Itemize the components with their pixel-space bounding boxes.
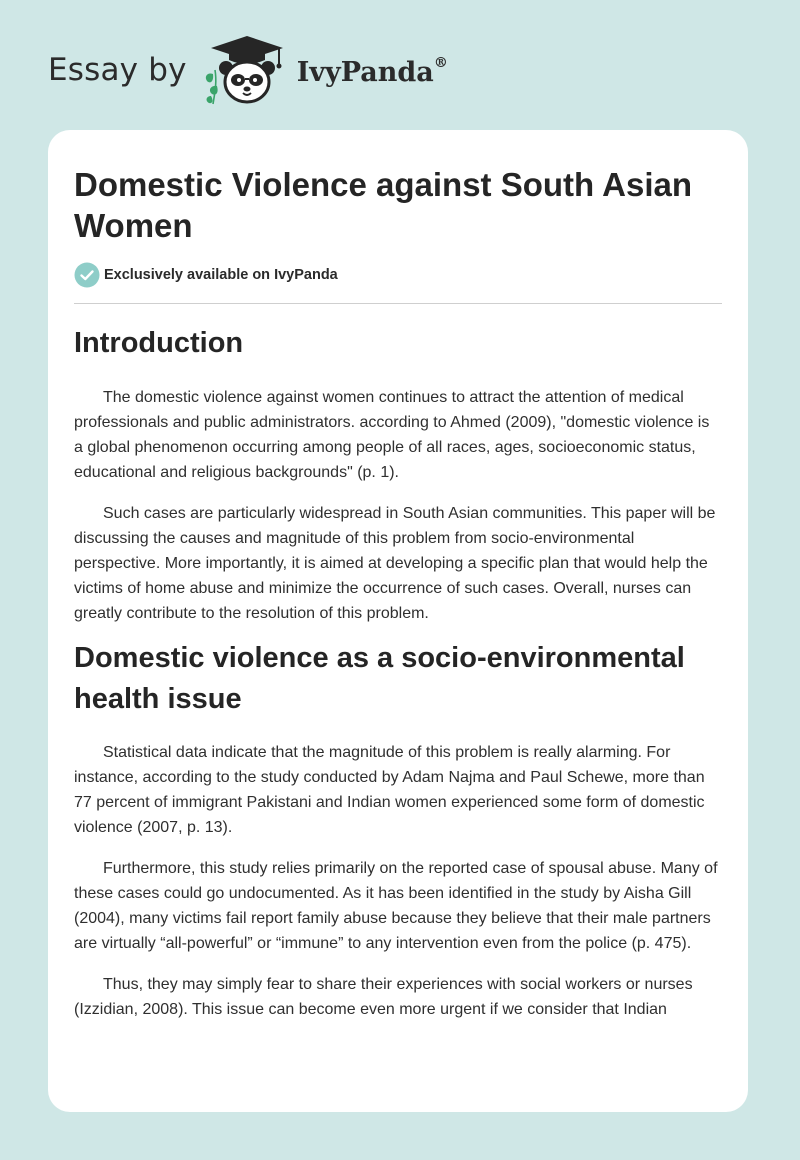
site-header (48, 30, 448, 110)
paragraph: Thus, they may simply fear to share their experiences with social workers or nurses (Izzidian, 2008). This issue can become even more urgent if we consider that Indian (74, 976, 693, 1018)
page-title: Domestic Violence against South Asian Women (74, 166, 692, 244)
essay-card (48, 130, 748, 1112)
divider (74, 303, 722, 304)
panda-graduate-logo-icon[interactable] (199, 30, 295, 110)
registered-mark: ® (433, 54, 448, 71)
exclusive-badge (74, 262, 338, 288)
essay-body (74, 322, 722, 1022)
paragraph: Statistical data indicate that the magnitude of this problem is really alarming. For instance, according to the study conducted by Adam Najma and Paul Schewe, more than 77 percent of immigrant Pakistani and Indian women experienced some form of domestic violence (2007, p. 13). (74, 744, 705, 836)
paragraph: The domestic violence against women continues to attract the attention of medical professionals and public administrators. according to Ahmed (2009), "domestic violence is a global phenomenon occurring among people of all races, ages, socioeconomic status, educational and religious backgrounds" (p. 1). (74, 389, 710, 481)
check-circle-icon (74, 262, 100, 288)
section-heading-socio-environmental: Domestic violence as a socio-environmental health issue (74, 642, 685, 715)
section-heading-introduction: Introduction (74, 327, 244, 359)
paragraph: Furthermore, this study relies primarily on the reported case of spousal abuse. Many of these cases could go undocumented. As it has been identified in the study by Aisha Gill (2004), many victims fail report family abuse because they believe that their male partners are virtually “all-powerful” or “immune” to any intervention even from the police (p. 475). (74, 860, 718, 952)
paragraph: Such cases are particularly widespread in South Asian communities. This paper will be discussing the causes and magnitude of this problem from socio-environmental perspective. More importantly, it is aimed at developing a specific plan that would help the victims of home abuse and minimize the occurrence of such cases. Overall, nurses can greatly contribute to the resolution of this problem. (74, 505, 716, 622)
essay-by-label: Essay by (48, 52, 187, 88)
brand-name-text: IvyPanda (296, 56, 434, 88)
ivypanda-wordmark[interactable] (296, 54, 448, 88)
exclusive-badge-text: Exclusively available on IvyPanda (104, 267, 338, 283)
